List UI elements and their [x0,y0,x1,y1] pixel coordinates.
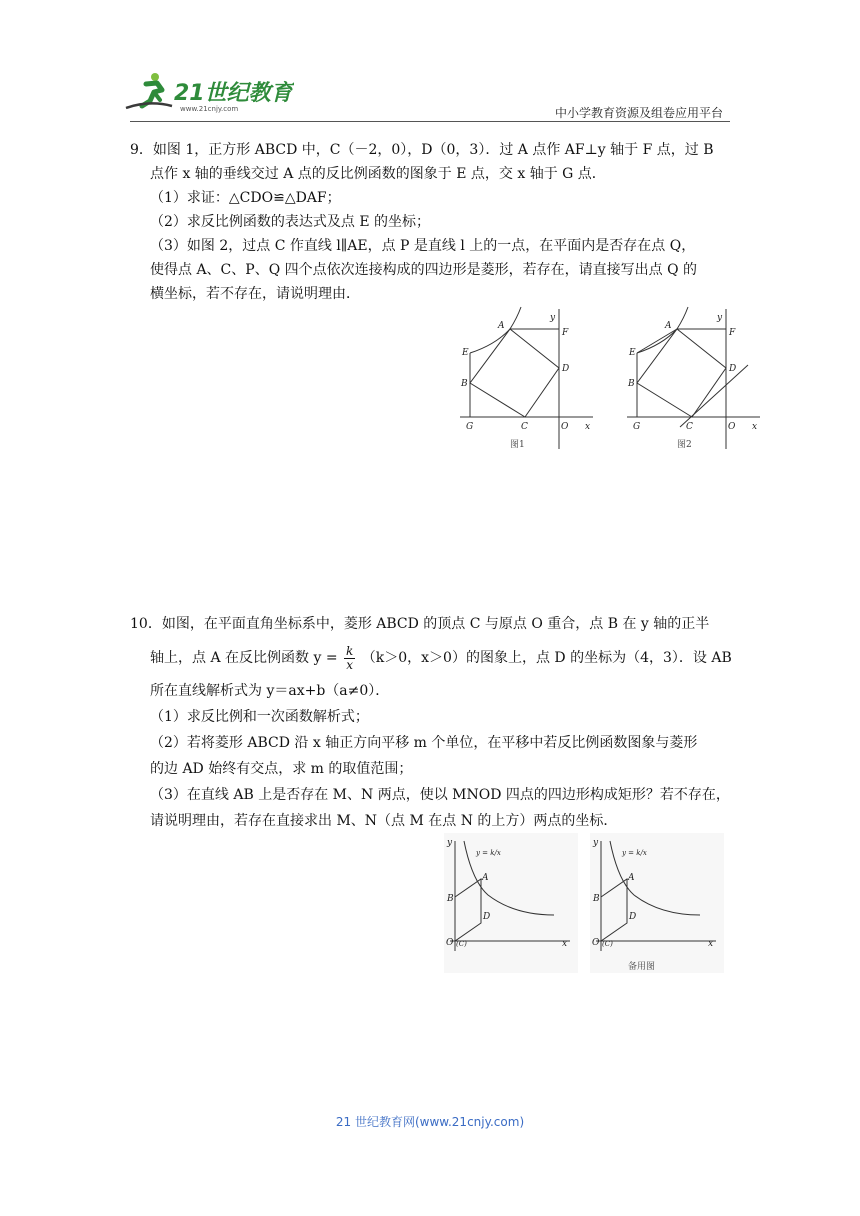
backup-figure-caption: 备用图 [628,962,656,972]
q10-part2a: （2）若将菱形 ABCD 沿 x 轴正方向平移 m 个单位，在平移中若反比例函数图象与菱形 [150,735,698,751]
figure-2 [622,303,767,453]
figure-q10 [444,833,578,973]
question-9 [130,138,734,306]
svg-text:A: A [628,873,635,883]
q9-line2: 点作 x 轴的垂线交过 A 点的反比例函数的图象于 E 点，交 x 轴于 G 点． [150,166,606,182]
q10-part3a: （3）在直线 AB 上是否存在 M、N 两点，使以 MNOD 四点的四边形构成矩形？若不存在， [150,787,730,803]
svg-text:O: O [592,938,600,948]
svg-text:(C): (C) [456,940,467,948]
q10-line2 [130,638,734,678]
svg-text:x: x [752,422,758,432]
q10-part3b: 请说明理由，若存在直接求出 M、N（点 M 在点 N 的上方）两点的坐标． [150,813,618,829]
line-ae [637,329,677,353]
svg-text:y: y [550,313,556,323]
svg-text:A: A [482,873,489,883]
svg-text:y: y [717,313,723,323]
svg-text:C: C [521,422,528,432]
svg-text:(C): (C) [602,940,613,948]
svg-text:F: F [562,328,569,338]
logo-text: 21世纪教育 [174,81,293,106]
svg-text:O: O [561,422,569,432]
svg-text:D: D [729,364,737,374]
svg-text:D: D [562,364,570,374]
hyperbola-curve [470,307,521,353]
svg-text:E: E [462,348,469,358]
figure-background [444,833,578,973]
footer-link[interactable]: 21 世纪教育网(www.21cnjy.com) [335,1115,525,1129]
svg-text:A: A [498,321,505,331]
q9-part2: （2）求反比例函数的表达式及点 E 的坐标； [150,214,431,230]
svg-text:B: B [447,894,454,904]
svg-text:O: O [728,422,736,432]
site-logo [124,70,294,114]
figure-1 [455,303,600,453]
svg-text:x: x [585,422,591,432]
q9-line1: 9．如图 1，正方形 ABCD 中，C（－2，0），D（0，3）．过 A 点作 AF⊥y 轴于 F 点，过 B [130,142,714,158]
q10-line3: 所在直线解析式为 y＝ax+b（a≠0）． [150,683,390,699]
svg-text:y: y [593,838,599,848]
fig1-caption: 图1 [510,440,525,450]
svg-text:O: O [446,938,454,948]
frac-numerator: k [346,643,354,658]
frac-denominator: x [346,657,354,672]
header-platform-text: 中小学教育资源及组卷应用平台 [554,106,723,120]
logo-subtext: www.21cnjy.com [180,105,239,113]
svg-text:D: D [483,912,491,922]
q9-part3a: （3）如图 2，过点 C 作直线 l∥AE，点 P 是直线 l 上的一点，在平面内是否存在点 Q， [150,238,696,254]
svg-text:G: G [633,422,641,432]
svg-text:B: B [461,379,468,389]
q10-part2b: 的边 AD 始终有交点，求 m 的取值范围； [150,761,413,777]
svg-text:C: C [686,422,693,432]
svg-text:A: A [665,321,672,331]
hyperbola-curve [637,307,688,353]
svg-text:y = k/x: y = k/x [476,849,501,857]
svg-text:F: F [729,328,736,338]
question-10 [130,610,734,834]
svg-text:G: G [466,422,474,432]
q9-part1: （1）求证：△CDO≌△DAF； [150,190,341,206]
figure-background [590,833,724,973]
q10-line1: 10．如图，在平面直角坐标系中，菱形 ABCD 的顶点 C 与原点 O 重合，点 B 在 y 轴的正半 [130,616,710,632]
fig2-caption: 图2 [677,440,692,450]
svg-text:D: D [629,912,637,922]
q9-part3c: 横坐标，若不存在，请说明理由． [150,286,360,302]
svg-text:x: x [708,939,714,949]
svg-text:B: B [593,894,600,904]
svg-text:x: x [562,939,568,949]
fraction-k-over-x [344,645,355,672]
figure-q10-backup [590,833,724,978]
header-divider [130,121,730,122]
square-abcd [637,329,726,417]
q10-line2-post: （k＞0，x＞0）的图象上，点 D 的坐标为（4，3）．设 AB [361,650,732,666]
svg-text:y: y [447,838,453,848]
q10-line2-pre: 轴上，点 A 在反比例函数 y = [150,650,338,666]
q10-part1: （1）求反比例和一次函数解析式； [150,709,369,725]
square-abcd [470,329,559,417]
svg-text:B: B [628,379,635,389]
line-l [680,365,748,427]
svg-text:E: E [629,348,636,358]
runner-icon [126,73,172,108]
q9-part3b: 使得点 A、C、P、Q 四个点依次连接构成的四边形是菱形，若存在，请直接写出点 Q 的 [150,262,697,278]
svg-text:y = k/x: y = k/x [622,849,647,857]
